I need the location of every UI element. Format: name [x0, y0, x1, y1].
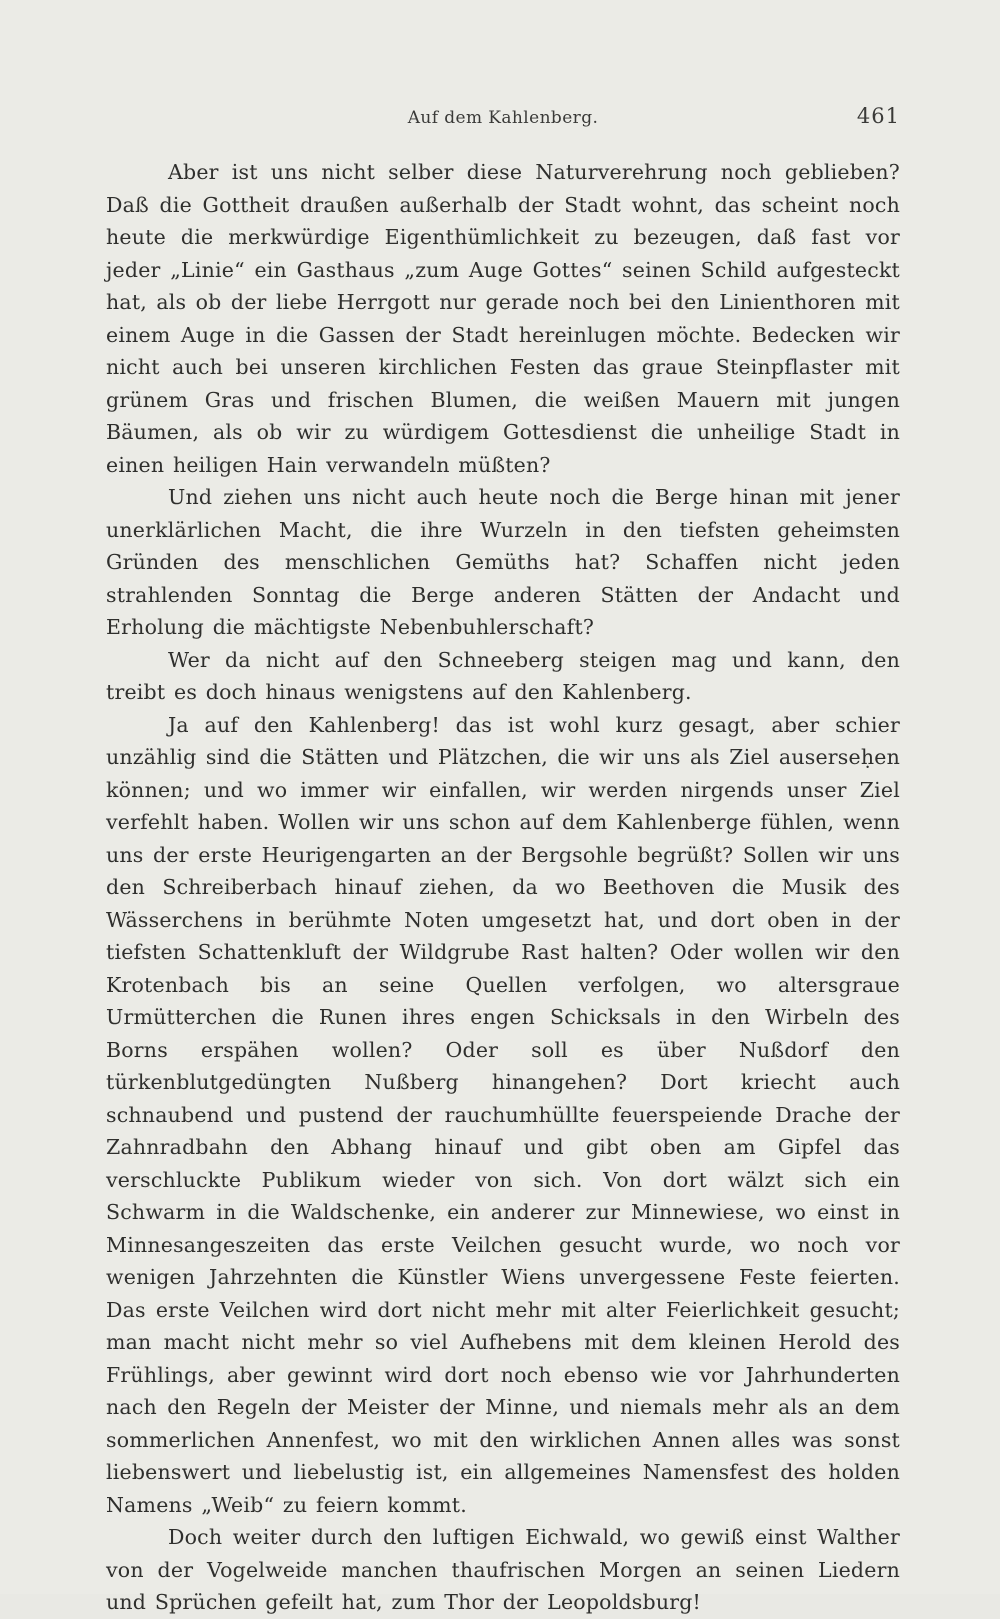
paragraph-2: Und ziehen uns nicht auch heute noch die Berge hinan mit jener unerklärlichen Macht, die ihre Wurzeln in den tiefsten geheimsten Gründen des menschlichen Gemüths hat? Schaffen nicht jeden strahlenden Sonntag die Berge anderen Stätten der Andacht und Erholung die mächtigste Nebenbuhlerschaft?	[106, 485, 900, 639]
paragraph-4: Ja auf den Kahlenberg! das ist wohl kurz gesagt, aber schier unzählig sind die Stätten und Plätzchen, die wir uns als Ziel auserseḥen können; und wo immer wir einfallen, wir werden nirgends unser Ziel verfehlt haben. Wollen wir uns schon auf dem Kahlenberge fühlen, wenn uns der erste Heurigengarten an der Bergsohle begrüßt? Sollen wir uns den Schreiberbach hinauf ziehen, da wo Beethoven die Musik des Wässerchens in berühmte Noten umgesetzt hat, und dort oben in der tiefsten Schattenkluft der Wildgrube Rast halten? Oder wollen wir den Krotenbach bis an seine Quellen verfolgen, wo altersgraue Urmütterchen die Runen ihres engen Schicksals in den Wirbeln des Borns erspähen wollen? Oder soll es über Nußdorf den türkenblutgedüngten Nußberg hinangehen? Dort kriecht auch schnaubend und pustend der rauchumhüllte feuerspeiende Drache der Zahnradbahn den Abhang hinauf und gibt oben am Gipfel das verschluckte Publikum wieder von sich. Von dort wälzt sich ein Schwarm in die Waldschenke, ein anderer zur Minnewiese, wo einst in Minnesangeszeiten das erste Veilchen gesucht wurde, wo noch vor wenigen Jahrzehnten die Künstler Wiens unvergessene Feste feierten. Das erste Veilchen wird dort nicht mehr mit alter Feierlichkeit gesucht; man macht nicht mehr so viel Aufhebens mit dem kleinen Herold des Frühlings, aber gewinnt wird dort noch ebenso wie vor Jahrhunderten nach den Regeln der Meister der Minne, und niemals mehr als an dem sommerlichen Annenfest, wo mit den wirklichen Annen alles was sonst liebenswert und liebelustig ist, ein allgemeines Namensfest des holden Namens „Weib“ zu feiern kommt.	[106, 712, 900, 1517]
running-title: Auf dem Kahlenberg.	[407, 108, 599, 128]
paragraph-5: Doch weiter durch den luftigen Eichwald, wo gewiß einst Walther von der Vogelweide manchen thaufrischen Morgen an seinen Liedern und Sprüchen gefeilt hat, zum Thor der Leopoldsburg!	[106, 1525, 900, 1614]
page-header	[106, 104, 900, 134]
paragraph-1: Aber ist uns nicht selber diese Naturverehrung noch geblieben? Daß die Gottheit draußen außerhalb der Stadt wohnt, das scheint noch heute die merkwürdige Eigenthümlichkeit zu bezeugen, daß fast vor jeder „Linie“ ein Gasthaus „zum Auge Gottes“ seinen Schild aufgesteckt hat, als ob der liebe Herrgott nur gerade noch bei den Linienthoren mit einem Auge in die Gassen der Stadt hereinlugen möchte. Bedecken wir nicht auch bei unseren kirchlichen Festen das graue Steinpflaster mit grünem Gras und frischen Blumen, die weißen Mauern mit jungen Bäumen, als ob wir zu würdigem Gottesdienst die unheilige Stadt in einen heiligen Hain verwandeln müßten?	[106, 160, 900, 477]
page-number: 461	[856, 104, 900, 128]
paragraph-3: Wer da nicht auf den Schneeberg steigen mag und kann, den treibt es doch hinaus wenigstens auf den Kahlenberg.	[106, 647, 900, 704]
page-body	[106, 156, 900, 1619]
